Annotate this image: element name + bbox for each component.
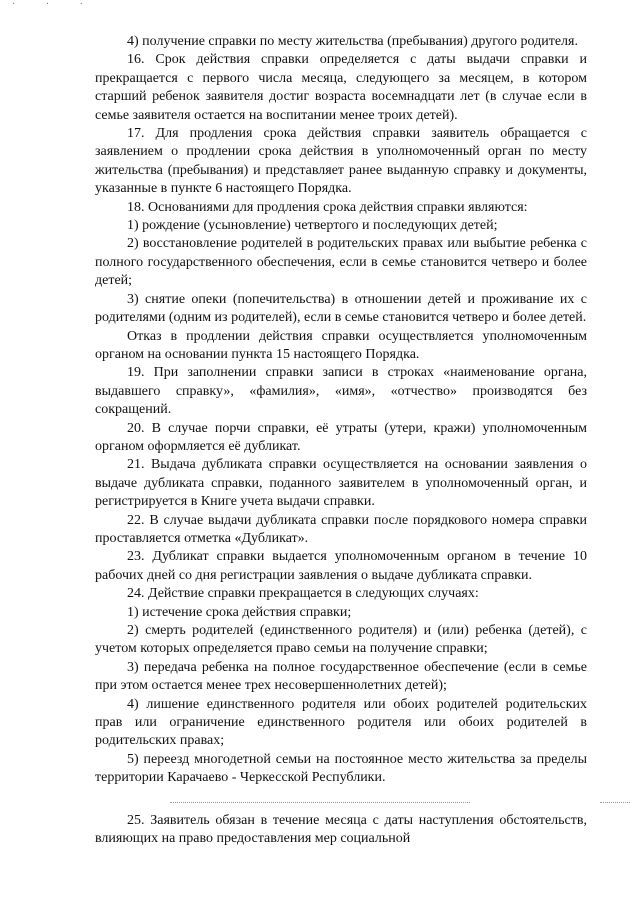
paragraph: 22. В случае выдачи дубликата справки после порядкового номера справки проставляется отметка «Дубликат». [95, 512, 587, 546]
paragraph: 20. В случае порчи справки, её утраты (утери, кражи) уполномоченным органом оформляется её дубликат. [95, 420, 587, 454]
paragraph: 4) лишение единственного родителя или обоих родителей родительских прав или ограничение единственного родителя или обоих родителей в родительских правах; [95, 696, 587, 749]
page-break-line [170, 802, 470, 803]
page-break-line-right [600, 802, 630, 803]
paragraph: Отказ в продлении действия справки осуществляется уполномоченным органом на основании пункта 15 настоящего Порядка. [95, 328, 587, 362]
paragraph: 16. Срок действия справки определяется с даты выдачи справки и прекращается с первого числа месяца, следующего за месяцем, в котором старший ребенок заявителя достиг возраста восемнадцати лет (в случае если в семье заявителя остается на воспитании менее троих детей). [95, 52, 587, 123]
paragraph: 25. Заявитель обязан в течение месяца с даты наступления обстоятельств, влияющих на право предоставления мер социальной [95, 813, 587, 847]
paragraph: 23. Дубликат справки выдается уполномоченным органом в течение 10 рабочих дней со дня регистрации заявления о выдаче дубликата справки. [95, 549, 587, 583]
paragraph: 21. Выдача дубликата справки осуществляется на основании заявления о выдаче дубликата справки, поданного заявителем в уполномоченный орган, и регистрируется в Книге учета выдачи справки. [95, 457, 587, 510]
next-page-body [95, 812, 587, 849]
paragraph: 1) истечение срока действия справки; [127, 604, 352, 620]
paragraph: 4) получение справки по месту жительства (пребывания) другого родителя. [127, 34, 578, 49]
paragraph: 17. Для продления срока действия справки заявитель обращается с заявлением о продлении срока действия в уполномоченный орган по месту жительства (пребывания) и представляет ранее выданную справку и документы, указанные в пункте 6 настоящего Порядка. [95, 126, 587, 197]
scan-marks: · · · [12, 0, 97, 10]
paragraph: 5) переезд многодетной семьи на постоянное место жительства за пределы территории Карачаево - Черкесской Республики. [95, 751, 587, 786]
paragraph: 1) рождение (усыновление) четвертого и последующих детей; [127, 218, 498, 234]
paragraph: 2) смерть родителей (единственного родителя) и (или) ребенка (детей), с учетом которых определяется право семьи на получение справки; [95, 623, 587, 657]
paragraph: 18. Основаниями для продления срока действия справки являются: [127, 199, 528, 215]
document-body [95, 33, 587, 788]
paragraph: 19. При заполнении справки записи в строках «наименование органа, выдавшего справку», «фамилия», «имя», «отчество» производятся без сокращений. [95, 365, 587, 418]
paragraph: 3) снятие опеки (попечительства) в отношении детей и проживание их с родителями (одним из родителей), если в семье становится четверо и более детей. [95, 291, 587, 326]
paragraph: 24. Действие справки прекращается в следующих случаях: [127, 586, 479, 602]
paragraph: 3) передача ребенка на полное государственное обеспечение (если в семье при этом остается менее трех несовершеннолетних детей); [95, 659, 587, 694]
paragraph: 2) восстановление родителей в родительских правах или выбытие ребенка с полного государственного обеспечения, если в семье становится четверо и более детей; [95, 236, 587, 289]
